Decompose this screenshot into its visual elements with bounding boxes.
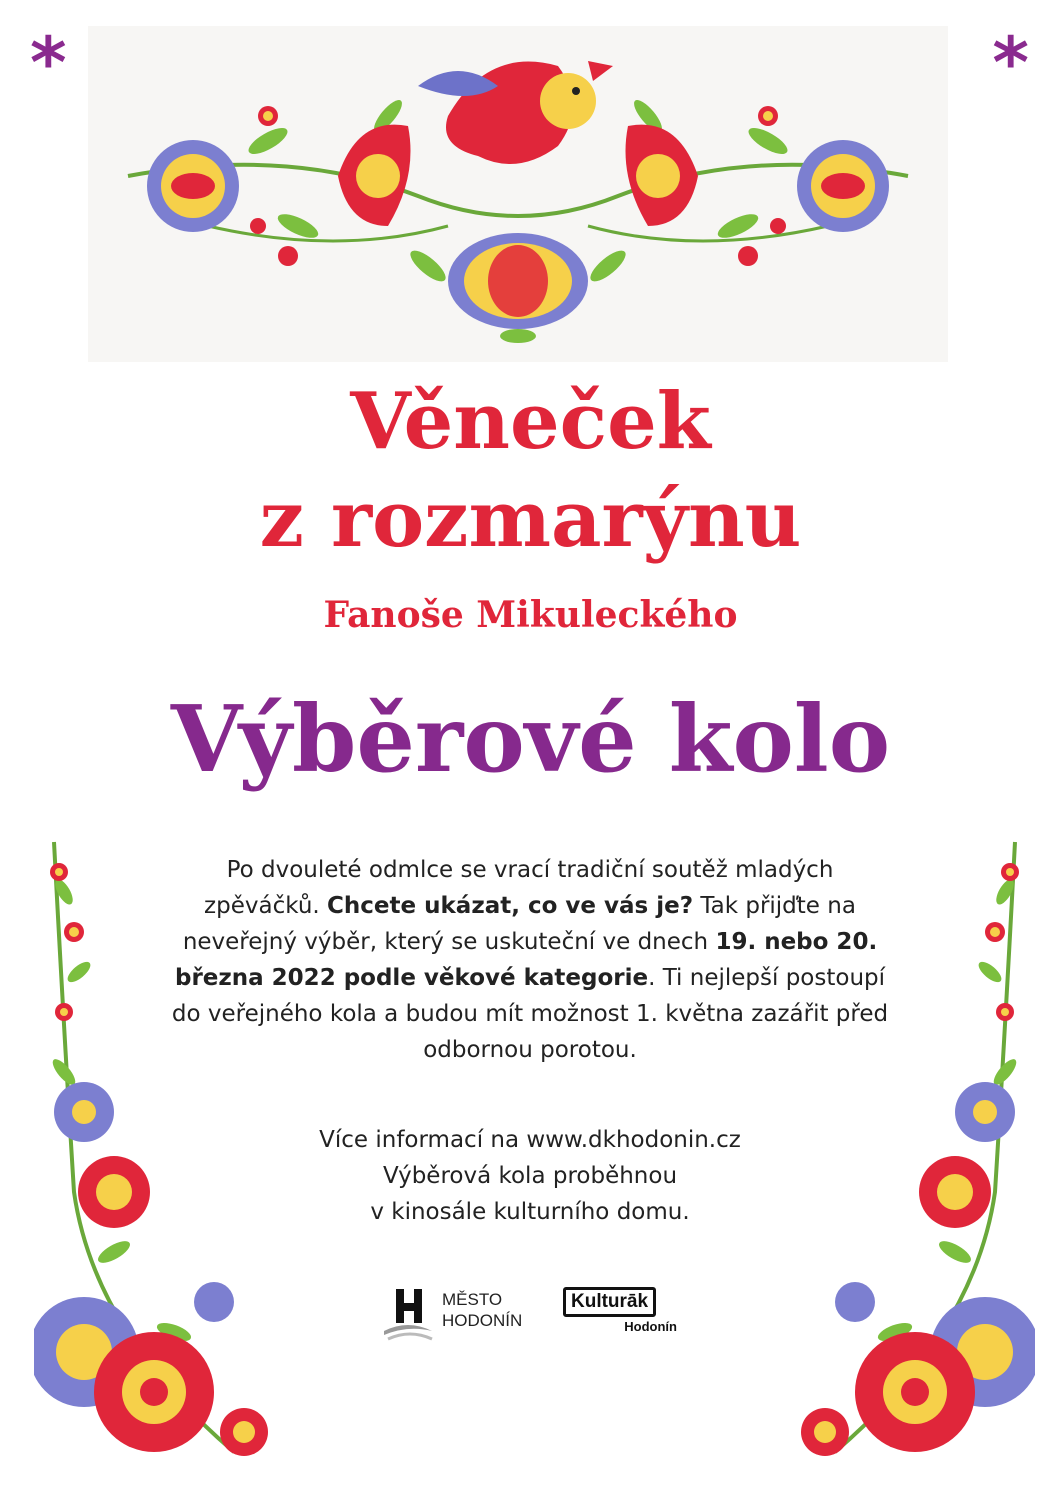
logo-text: HODONÍN <box>442 1311 523 1330</box>
info-line: Výběrová kola proběhnou <box>382 1163 678 1189</box>
paragraph-text: Po dvouleté odmlce se vrací tradiční soutěž mladých zpěváčků. <box>204 857 834 919</box>
paragraph-text: . Ti nejlepší postoupí do veřejného kola a budou mít možnost 1. května zazářit před odbornou porotou. <box>171 965 889 1063</box>
asterisk-decoration-right: * <box>992 22 1029 104</box>
main-heading: Výběrové kolo <box>170 685 891 793</box>
asterisk-decoration-left: * <box>30 22 67 104</box>
hodonin-crest-icon <box>382 1285 434 1343</box>
logo-text: Kulturāk <box>563 1287 656 1317</box>
kulturak-logo <box>563 1287 685 1337</box>
logo-subtext: Hodonín <box>624 1319 677 1334</box>
subtitle: Fanoše Mikuleckého <box>323 594 738 636</box>
paragraph-dates: 19. nebo 20. března 2022 podle věkové kategorie <box>174 929 878 991</box>
paragraph-text: Tak přijďte na neveřejný výběr, který se uskuteční ve dnech <box>182 893 856 955</box>
more-info-block <box>170 1122 890 1230</box>
paragraph-bold: Chcete ukázat, co ve vás je? <box>327 893 694 919</box>
info-website-line: Více informací na www.dkhodonin.cz <box>319 1127 741 1153</box>
folk-floral-ornament-icon <box>88 26 948 362</box>
invitation-paragraph <box>170 852 890 1068</box>
folk-ornament-top <box>88 26 948 362</box>
logo-text: MĚSTO <box>442 1290 503 1309</box>
info-line: v kinosále kulturního domu. <box>370 1199 690 1225</box>
mesto-hodonin-logo <box>382 1285 552 1343</box>
title-line-1: Věneček <box>350 376 711 467</box>
title-line-2: z rozmarýnu <box>259 474 802 565</box>
